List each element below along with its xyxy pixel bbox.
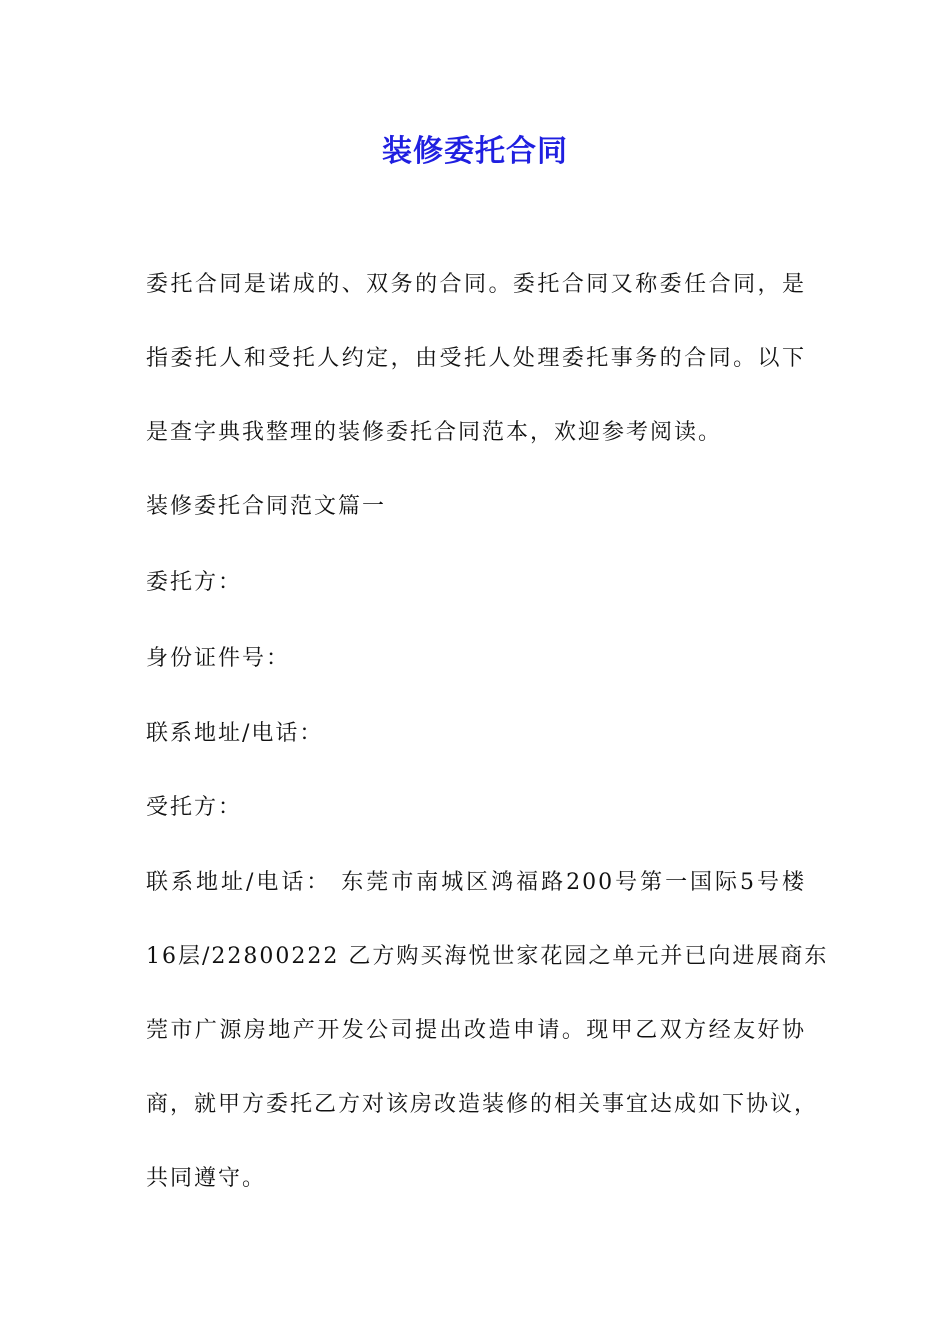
intro-line: 委托合同是诺成的、双务的合同。委托合同又称委任合同，是 bbox=[146, 272, 806, 297]
document-title: 装修委托合同 bbox=[382, 134, 568, 169]
intro-line: 是查字典我整理的装修委托合同范本，欢迎参考阅读。 bbox=[146, 420, 723, 445]
section-heading bbox=[146, 470, 806, 544]
body-line: 莞市广源房地产开发公司提出改造申请。现甲乙双方经友好协 bbox=[146, 1018, 806, 1043]
body-line: 商，就甲方委托乙方对该房改造装修的相关事宜达成如下协议， bbox=[146, 1092, 819, 1117]
trustee-label: 受托方： bbox=[146, 795, 243, 820]
section-heading-text: 装修委托合同范文篇一 bbox=[146, 494, 387, 519]
client-contact-label: 联系地址/电话： bbox=[146, 721, 324, 746]
id-number-field bbox=[146, 622, 806, 696]
trustee-field bbox=[146, 771, 806, 845]
client-label: 委托方： bbox=[146, 570, 243, 595]
body-paragraph bbox=[146, 846, 829, 1216]
id-number-label: 身份证件号： bbox=[146, 646, 291, 671]
body-line: 联系地址/电话： 东莞市南城区鸿福路200号第一国际5号楼 bbox=[146, 870, 806, 895]
body-line: 共同遵守。 bbox=[146, 1166, 267, 1191]
intro-paragraph bbox=[146, 248, 806, 470]
client-contact-field bbox=[146, 697, 806, 771]
client-field bbox=[146, 546, 806, 620]
intro-line: 指委托人和受托人约定，由受托人处理委托事务的合同。以下 bbox=[146, 346, 806, 371]
body-line: 16层/22800222 乙方购买海悦世家花园之单元并已向进展商东 bbox=[146, 944, 829, 969]
